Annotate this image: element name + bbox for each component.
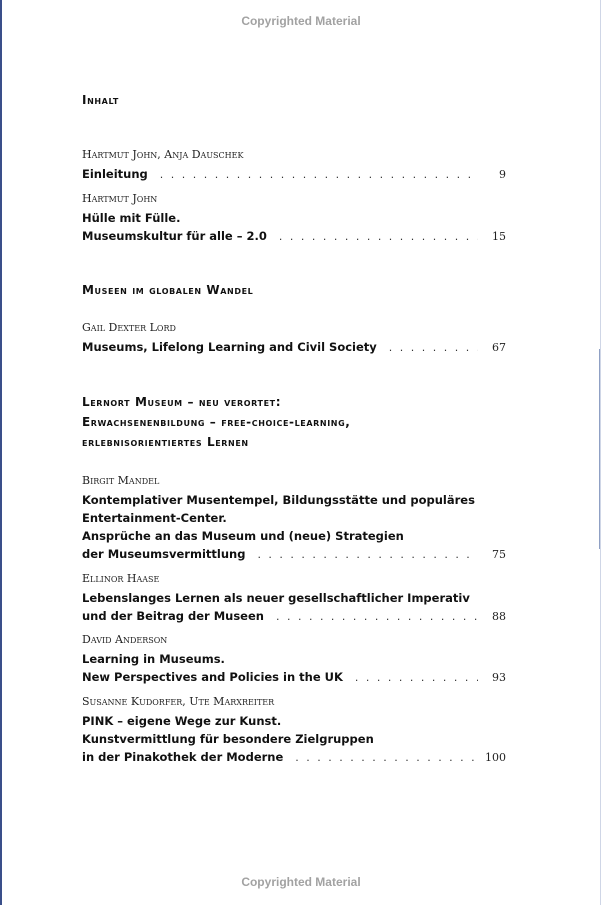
entry-title: Museumskultur für alle – 2.0 [82,229,267,243]
entry-title-line: Lebenslanges Lernen als neuer gesellschaftlicher Imperativ [82,591,470,605]
page-number: 88 [492,610,506,623]
entry-title-line: Kunstvermittlung für besondere Zielgruppen [82,732,374,746]
entry-author: Susanne Kudorfer, Ute Marxreiter [82,695,275,708]
entry-title-row[interactable] [82,338,506,356]
section-heading: Erwachsenenbildung – free-choice-learning, [82,415,351,429]
page-number: 75 [492,548,506,561]
toc-entry [82,147,506,183]
entry-author: Birgit Mandel [82,474,160,487]
entry-title-line: Ansprüche an das Museum und (neue) Strategien [82,529,404,543]
entry-title: New Perspectives and Policies in the UK [82,670,343,684]
toc-entry [82,694,506,766]
leader-dots [389,341,478,354]
entry-title-row[interactable] [82,165,506,183]
entry-author: David Anderson [82,633,168,646]
entry-author: Ellinor Haase [82,572,160,585]
entry-title: Museums, Lifelong Learning and Civil Society [82,340,377,354]
toc-entry [82,571,506,625]
entry-title-line: Learning in Museums. [82,652,225,666]
page-number: 67 [492,341,506,354]
entry-title-row[interactable] [82,545,506,563]
watermark-bottom: Copyrighted Material [241,875,361,889]
entry-title-line: Hülle mit Fülle. [82,211,181,225]
entry-title: Einleitung [82,167,148,181]
page-number: 9 [499,168,506,181]
entry-title: in der Pinakothek der Moderne [82,750,284,764]
page-number: 100 [485,751,506,764]
entry-title-row[interactable] [82,668,506,686]
entry-title-row[interactable] [82,227,506,245]
leader-dots [295,751,478,764]
section-heading: Museen im globalen Wandel [82,283,254,297]
watermark-top: Copyrighted Material [241,14,361,28]
leader-dots [276,610,478,623]
page-number: 93 [492,671,506,684]
toc-heading: Inhalt [82,93,119,107]
toc-entry [82,632,506,686]
page-border-left [0,0,2,905]
toc-entry [82,320,506,356]
section-heading: erlebnisorientiertes Lernen [82,435,249,449]
entry-title-line: Entertainment-Center. [82,511,227,525]
entry-title-line: Kontemplativer Musentempel, Bildungsstätte und populäres [82,493,475,507]
leader-dots [160,168,478,181]
toc-entry [82,191,506,245]
entry-title: und der Beitrag der Museen [82,609,264,623]
entry-title-row[interactable] [82,607,506,625]
entry-author: Gail Dexter Lord [82,321,176,334]
toc-entry [82,473,506,563]
page-number: 15 [492,230,506,243]
entry-author: Hartmut John [82,192,158,205]
entry-title-row[interactable] [82,748,506,766]
leader-dots [257,548,478,561]
leader-dots [355,671,478,684]
entry-title-line: PINK – eigene Wege zur Kunst. [82,714,282,728]
entry-title: der Museumsvermittlung [82,547,246,561]
section-heading: Lernort Museum – neu verortet: [82,395,282,409]
leader-dots [279,230,478,243]
entry-author: Hartmut John, Anja Dauschek [82,148,244,161]
